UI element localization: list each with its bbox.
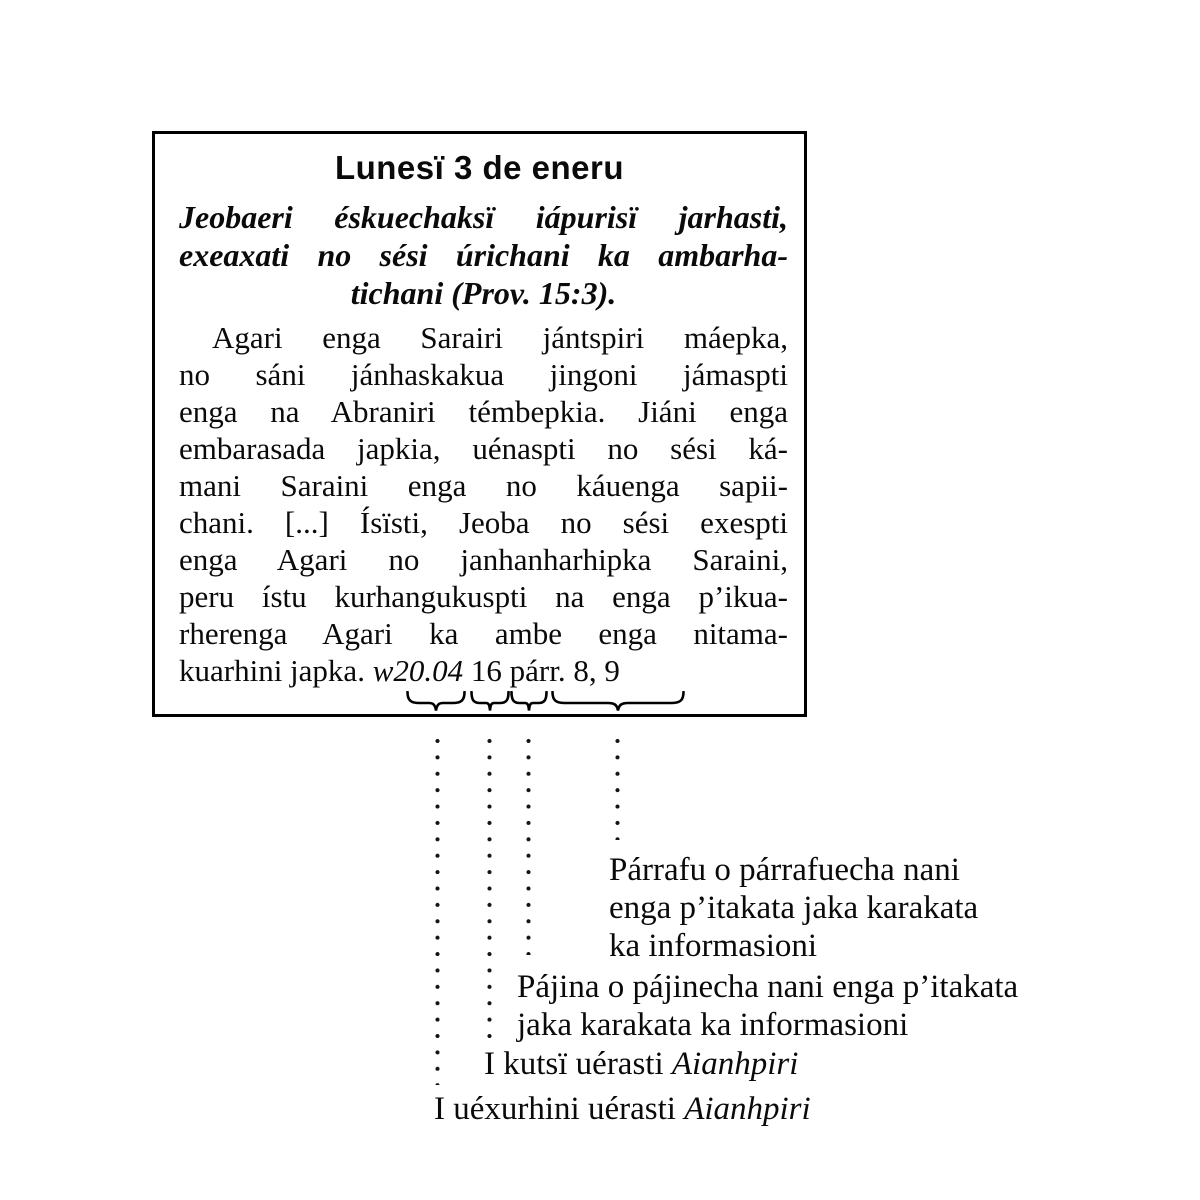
label-pages-line: jaka karakata ka informasioni [517,1007,909,1043]
date-heading: Lunesï 3 de eneru [334,149,625,186]
paragraph-line: no sáni jánhaskakua jingoni jámaspti [179,357,788,392]
paragraph-line: rherenga Agari ka ambe enga nitama- [179,616,788,651]
paragraph-line: peru ístu kurhangukuspti na enga p’ikua- [179,579,788,614]
label-pages [517,968,1018,1044]
scripture-line: Jeobaeri éskuechaksï iápurisï jarhasti, [179,199,788,235]
label-pages-line: Pájina o pájinecha nani enga p’itakata [517,969,1019,1005]
paragraph-line: Agari enga Sarairi jántspiri máepka, [212,320,788,355]
label-paragraphs [609,851,978,965]
label-year [434,1090,811,1128]
citation-publication-symbol: w20.04 [372,653,464,688]
label-paragraphs-line: enga p’itakata jaka karakata [609,890,979,926]
label-year-publication: Aianhpiri [684,1091,811,1127]
paragraph-line: enga Agari no janhanharhipka Saraini, [179,542,788,577]
scripture-text [179,198,788,312]
underbrace-paragraphs [551,691,685,713]
dotted-line-month [487,733,492,1039]
citation-line [179,652,788,689]
dotted-line-year [435,733,440,1085]
underbrace-month [470,691,510,713]
scripture-line: exeaxati no sési úrichani ka ambarha- [179,237,788,273]
citation-page-paragraphs: 16 párr. 8, 9 [463,653,620,688]
scripture-line: tichani (Prov. 15:3). [350,275,617,311]
label-month-text: I kutsï uérasti [484,1046,672,1082]
label-paragraphs-line: ka informasioni [609,928,818,964]
comment-paragraph [179,319,788,689]
paragraph-line: chani. [...] Ísïsti, Jeoba no sési exespti [179,505,788,540]
daily-text-box [152,131,807,717]
paragraph-line: enga na Abraniri témbepkia. Jiáni enga [179,394,788,429]
dotted-line-paragraphs [615,733,620,840]
label-month-publication: Aianhpiri [671,1046,799,1082]
dotted-line-page [526,733,531,955]
paragraph-line: embarasada japkia, uénaspti no sési ká- [179,431,788,466]
label-year-text: I uéxurhini uérasti [434,1091,685,1127]
underbrace-year [406,691,466,713]
paragraph-line: mani Saraini enga no káuenga sapii- [179,468,788,503]
citation-pre-text: kuarhini japka. [179,653,373,688]
label-month [484,1045,798,1083]
underbrace-page [510,691,548,713]
label-paragraphs-line: Párrafu o párrafuecha nani [609,852,960,888]
